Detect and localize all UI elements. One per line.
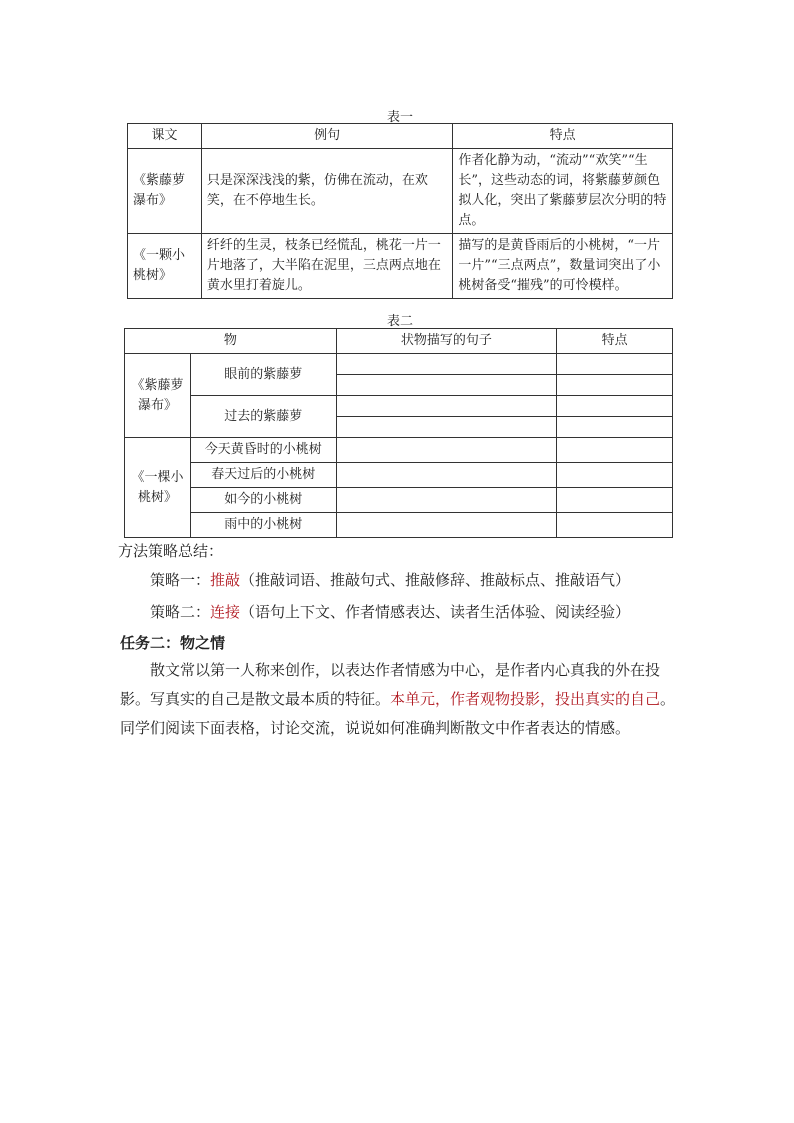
table-row	[125, 463, 673, 488]
blank-cell	[557, 354, 673, 375]
summary-heading: 方法策略总结：	[118, 542, 224, 560]
strategy-two-key: 连接	[210, 603, 241, 621]
table1	[127, 123, 673, 299]
table-row	[128, 234, 673, 299]
group-title: 《紫藤萝瀑布》	[125, 354, 191, 438]
table-row	[128, 149, 673, 234]
blank-cell	[336, 438, 557, 463]
strategy-one-prefix: 策略一：	[150, 571, 211, 589]
blank-cell	[336, 375, 557, 396]
row-title: 《一颗小桃树》	[128, 234, 202, 299]
table2-caption: 表二	[386, 314, 413, 329]
strategy-two-prefix: 策略二：	[150, 603, 211, 621]
task2-text-1: 散文常以第一人称来创作，以表达作者情感为中心，是作者内心真我的外在投影。写真实的自己是散文最本质的特征。	[120, 661, 661, 708]
strategy-one	[150, 569, 630, 591]
object-label: 今天黄昏时的小桃树	[190, 438, 336, 463]
object-label: 过去的紫藤萝	[190, 396, 336, 438]
table-row	[125, 488, 673, 513]
table1-header-row	[128, 124, 673, 149]
table1-caption: 表一	[386, 110, 413, 125]
blank-cell	[557, 396, 673, 417]
strategy-one-detail: （推敲词语、推敲句式、推敲修辞、推敲标点、推敲语气）	[240, 571, 631, 589]
strategy-two	[150, 601, 630, 623]
blank-cell	[557, 438, 673, 463]
table-row	[125, 396, 673, 417]
strategy-one-key: 推敲	[210, 571, 241, 589]
row-feature: 作者化静为动，“流动”“欢笑”“生长”，这些动态的词，将紫藤萝颜色拟人化，突出了紫藤萝层次分明的特点。	[453, 149, 673, 234]
object-label: 雨中的小桃树	[190, 513, 336, 538]
table2	[124, 328, 673, 538]
row-example: 只是深深浅浅的紫，仿佛在流动，在欢笑，在不停地生长。	[201, 149, 452, 234]
blank-cell	[557, 463, 673, 488]
header-object: 物	[125, 329, 337, 354]
table2-header-row	[125, 329, 673, 354]
blank-cell	[557, 513, 673, 538]
table-row	[125, 354, 673, 375]
object-label: 如今的小桃树	[190, 488, 336, 513]
table-row	[125, 513, 673, 538]
blank-cell	[557, 417, 673, 438]
header-feature: 特点	[453, 124, 673, 149]
task2-paragraph	[120, 656, 676, 743]
row-title: 《紫藤萝瀑布》	[128, 149, 202, 234]
header-example: 例句	[201, 124, 452, 149]
header-feature: 特点	[557, 329, 673, 354]
task2-text-2: 。同学们阅读下面表格，讨论交流，说说如何准确判断散文中作者表达的情感。	[120, 690, 676, 737]
table-row	[125, 438, 673, 463]
object-label: 眼前的紫藤萝	[190, 354, 336, 396]
group-title: 《一棵小桃树》	[125, 438, 191, 538]
task2-heading: 任务二：物之情	[120, 634, 226, 652]
header-sentence: 状物描写的句子	[336, 329, 557, 354]
row-feature: 描写的是黄昏雨后的小桃树，“一片一片”“三点两点”，数量词突出了小桃树备受“摧残”的可怜模样。	[453, 234, 673, 299]
blank-cell	[336, 354, 557, 375]
blank-cell	[557, 488, 673, 513]
blank-cell	[336, 417, 557, 438]
blank-cell	[557, 375, 673, 396]
blank-cell	[336, 463, 557, 488]
task2-highlight: 本单元，作者观物投影，投出真实的自己	[390, 690, 661, 708]
row-example: 纤纤的生灵，枝条已经慌乱，桃花一片一片地落了，大半陷在泥里，三点两点地在黄水里打着旋儿。	[201, 234, 452, 299]
strategy-two-detail: （语句上下文、作者情感表达、读者生活体验、阅读经验）	[240, 603, 631, 621]
blank-cell	[336, 488, 557, 513]
object-label: 春天过后的小桃树	[190, 463, 336, 488]
header-text: 课文	[128, 124, 202, 149]
blank-cell	[336, 396, 557, 417]
blank-cell	[336, 513, 557, 538]
